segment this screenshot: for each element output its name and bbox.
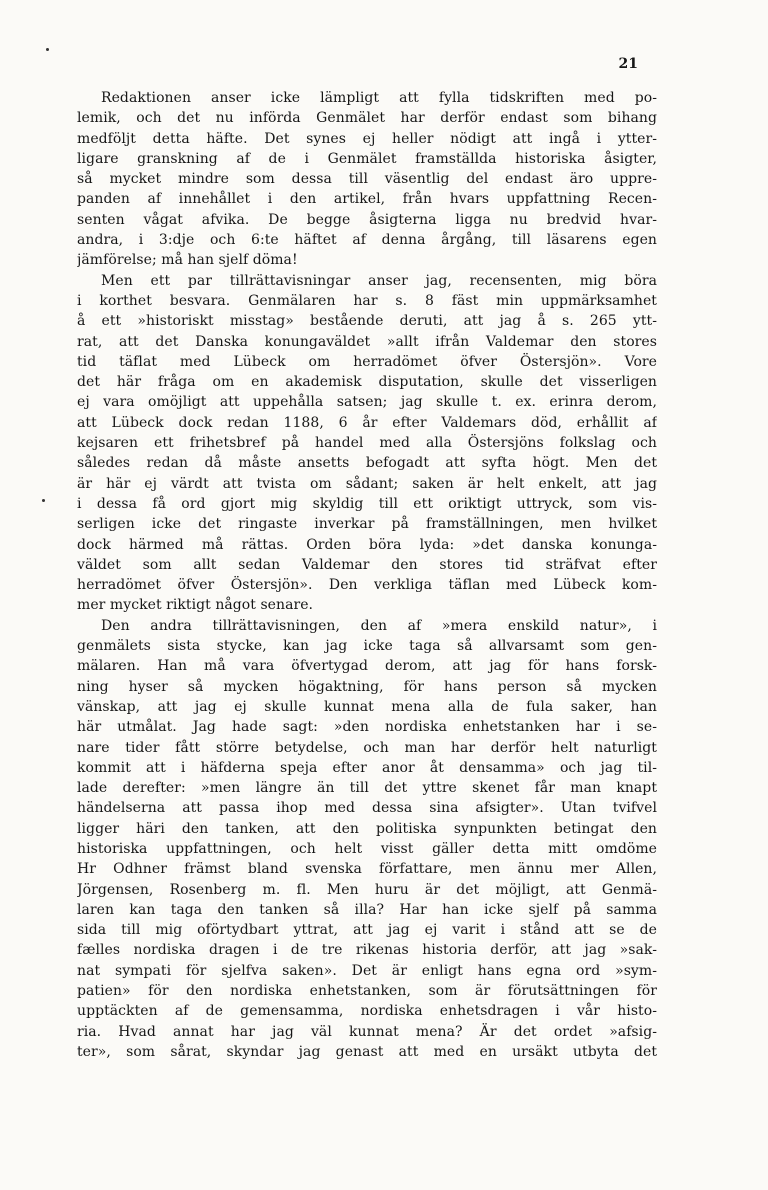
text-line: i korthet besvara. Genmälaren har s. 8 fäst min uppmärksamhet bbox=[77, 292, 657, 309]
text-line: tid täflat med Lübeck om herradömet öfver Östersjön». Vore bbox=[77, 353, 657, 370]
text-line: Redaktionen anser icke lämpligt att fylla tidskriften med po- bbox=[101, 90, 657, 106]
text-line: jämförelse; må han sjelf döma! bbox=[77, 252, 298, 269]
text-line: mer mycket riktigt något senare. bbox=[77, 597, 314, 614]
text-line: laren kan taga den tanken så illa? Har han icke sjelf på samma bbox=[77, 901, 657, 918]
text-line: Hr Odhner främst bland svenska författare, men ännu mer Allen, bbox=[77, 861, 657, 878]
text-line: ej vara omöjligt att uppehålla satsen; jag skulle t. ex. erinra derom, bbox=[77, 394, 657, 411]
text-line: nare tider fått större betydelse, och man har derför helt naturligt bbox=[77, 739, 657, 756]
text-line: ligare granskning af de i Genmälet framställda historiska åsigter, bbox=[77, 150, 657, 167]
body-text bbox=[77, 88, 657, 1062]
text-line: Den andra tillrättavisningen, den af »mera enskild natur», i bbox=[101, 617, 657, 634]
text-line: rat, att det Danska konungaväldet »allt ifrån Valdemar den stores bbox=[77, 333, 657, 350]
text-line: historiska uppfattningen, och helt visst gäller detta mitt omdöme bbox=[77, 840, 657, 857]
text-line: herradömet öfver Östersjön». Den verkliga täflan med Lübeck kom- bbox=[77, 577, 657, 594]
text-line: Jörgensen, Rosenberg m. fl. Men huru är det möjligt, att Genmä- bbox=[77, 881, 657, 898]
text-line: kejsaren ett frihetsbref på handel med alla Östersjöns folkslag och bbox=[77, 435, 657, 452]
text-line: i dessa få ord gjort mig skyldig till ett oriktigt uttryck, som vis- bbox=[77, 495, 657, 512]
text-line: ria. Hvad annat har jag väl kunnat mena? Är det ordet »afsig- bbox=[77, 1023, 657, 1040]
text-line: ning hyser så mycken högaktning, för hans person så mycken bbox=[77, 678, 657, 695]
text-line: det här fråga om en akademisk disputation, skulle det visserligen bbox=[77, 374, 657, 391]
text-line: så mycket mindre som dessa till väsentlig del endast äro uppre- bbox=[77, 171, 657, 188]
text-line: här utmålat. Jag hade sagt: »den nordiska enhetstanken har i se- bbox=[77, 719, 657, 736]
text-line: ter», som sårat, skyndar jag genast att med en ursäkt utbyta det bbox=[77, 1043, 657, 1060]
text-line: händelserna att passa ihop med dessa sina afsigter». Utan tvifvel bbox=[77, 800, 657, 817]
text-line: lade derefter: »men längre än till det yttre skenet får man knapt bbox=[77, 780, 657, 797]
text-line: således redan då måste ansetts befogadt att syfta högt. Men det bbox=[77, 455, 657, 472]
text-line: medföljt detta häfte. Det synes ej heller nödigt att ingå i ytter- bbox=[77, 130, 657, 147]
text-line: senten vågat afvika. De begge åsigterna ligga nu bredvid hvar- bbox=[77, 211, 657, 228]
text-line: är här ej värdt att tvista om sådant; saken är helt enkelt, att jag bbox=[77, 475, 657, 492]
text-line: mälaren. Han må vara öfvertygad derom, att jag för hans forsk- bbox=[77, 658, 657, 675]
text-line: å ett »historiskt misstag» bestående deruti, att jag å s. 265 ytt- bbox=[77, 313, 657, 330]
text-line: nat sympati för sjelfva saken». Det är enligt hans egna ord »sym- bbox=[77, 962, 657, 979]
text-line: sida till mig oförtydbart yttrat, att jag ej varit i stånd att se de bbox=[77, 922, 657, 939]
text-line: att Lübeck dock redan 1188, 6 år efter Valdemars död, erhållit af bbox=[77, 414, 657, 431]
text-line: kommit att i häfderna speja efter anor åt densamma» och jag til- bbox=[77, 759, 657, 776]
text-line: genmälets sista stycke, kan jag icke taga så allvarsamt som gen- bbox=[77, 638, 657, 655]
text-line: panden af innehållet i den artikel, från hvars uppfattning Recen- bbox=[77, 191, 657, 208]
print-speck bbox=[46, 48, 49, 51]
text-line: väldet som allt sedan Valdemar den stores tid sträfvat efter bbox=[77, 556, 657, 573]
text-line: lemik, och det nu införda Genmälet har derför endast som bihang bbox=[77, 110, 657, 127]
text-line: upptäckten af de gemensamma, nordiska enhetsdragen i vår histo- bbox=[77, 1003, 657, 1020]
text-line: fælles nordiska dragen i de tre rikenas historia derför, att jag »sak- bbox=[77, 942, 657, 959]
text-line: Men ett par tillrättavisningar anser jag, recensenten, mig böra bbox=[101, 272, 657, 289]
page-number: 21 bbox=[618, 56, 638, 72]
text-line: serligen icke det ringaste inverkar på framställningen, men hvilket bbox=[77, 516, 657, 533]
text-line: vänskap, att jag ej skulle kunnat mena alla de fula saker, han bbox=[77, 698, 657, 715]
text-line: patien» för den nordiska enhetstanken, som är förutsättningen för bbox=[77, 983, 657, 1000]
print-speck bbox=[42, 499, 45, 502]
text-line: dock härmed må rättas. Orden böra lyda: »det danska konunga- bbox=[77, 536, 657, 553]
text-line: andra, i 3:dje och 6:te häftet af denna årgång, till läsarens egen bbox=[77, 232, 657, 249]
text-line: ligger häri den tanken, att den politiska synpunkten betingat den bbox=[77, 820, 657, 837]
